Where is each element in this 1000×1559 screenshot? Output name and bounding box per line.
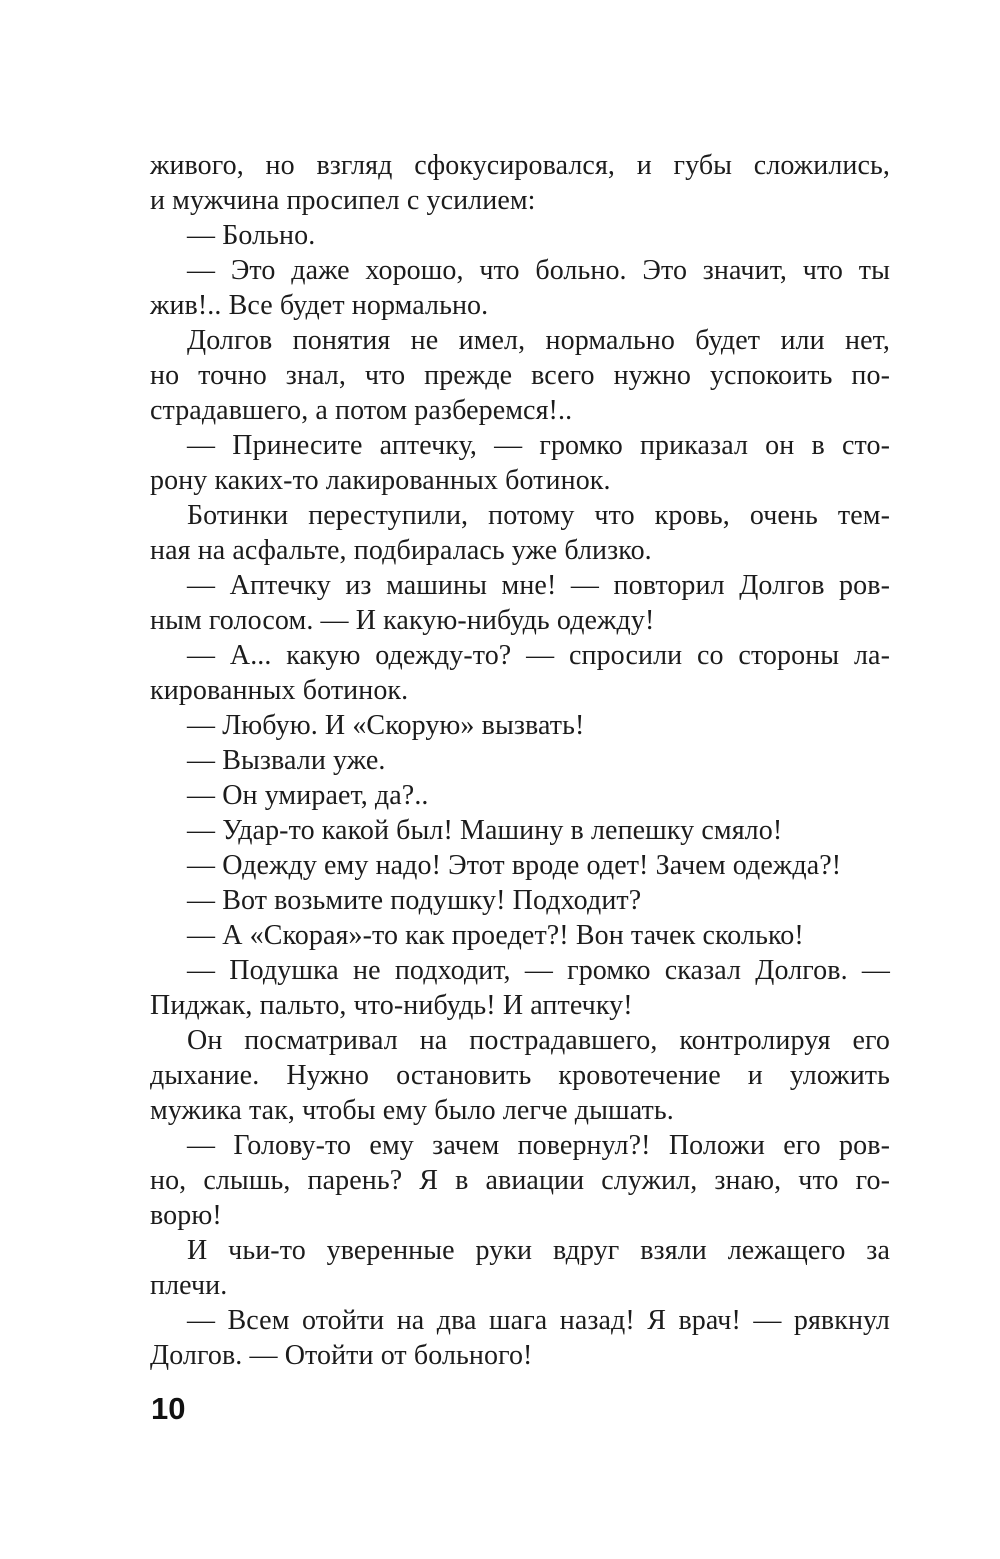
text-line: — Вот возьмите подушку! Подходит? [187, 885, 642, 916]
text-line: И чьи-то уверенные руки вдруг взяли лежащего за [187, 1235, 890, 1266]
text-line: и мужчина просипел с усилием: [150, 185, 536, 216]
text-line: — Аптечку из машины мне! — повторил Долгов ров- [187, 570, 890, 601]
text-line: живого, но взгляд сфокусировался, и губы сложились, [150, 150, 890, 181]
text-line: — Это даже хорошо, что больно. Это значит, что ты [187, 255, 890, 286]
text-line: Ботинки переступили, потому что кровь, очень тем- [187, 500, 890, 531]
text-line: ворю! [150, 1200, 222, 1231]
text-line: рону каких-то лакированных ботинок. [150, 465, 611, 496]
text-line: — Принесите аптечку, — громко приказал он в сто- [187, 430, 890, 461]
text-line: — А... какую одежду-то? — спросили со стороны ла- [187, 640, 890, 671]
text-line: ным голосом. — И какую-нибудь одежду! [150, 605, 655, 636]
text-line: — А «Скорая»-то как проедет?! Вон тачек сколько! [187, 920, 804, 951]
page-number: 10 [151, 1391, 186, 1426]
text-line: Он посматривал на пострадавшего, контролируя его [187, 1025, 890, 1056]
text-line: но точно знал, что прежде всего нужно успокоить по- [150, 360, 890, 391]
text-line: — Удар-то какой был! Машину в лепешку смяло! [187, 815, 783, 846]
text-line: мужика так, чтобы ему было легче дышать. [150, 1095, 674, 1126]
page-text-block [150, 148, 890, 1373]
text-line: кированных ботинок. [150, 675, 409, 706]
text-line: — Всем отойти на два шага назад! Я врач! — рявкнул [187, 1305, 890, 1336]
text-line: Долгов понятия не имел, нормально будет или нет, [187, 325, 890, 356]
text-line: страдавшего, а потом разберемся!.. [150, 395, 573, 426]
text-line: — Подушка не подходит, — громко сказал Долгов. — [187, 955, 890, 986]
text-line: Долгов. — Отойти от больного! [150, 1340, 533, 1371]
text-line: — Любую. И «Скорую» вызвать! [187, 710, 585, 741]
text-line: — Голову-то ему зачем повернул?! Положи его ров- [187, 1130, 890, 1161]
text-line: Пиджак, пальто, что-нибудь! И аптечку! [150, 990, 633, 1021]
text-line: дыхание. Нужно остановить кровотечение и уложить [150, 1060, 890, 1091]
text-line: жив!.. Все будет нормально. [150, 290, 489, 321]
text-line: — Больно. [187, 220, 316, 251]
text-line: ная на асфальте, подбиралась уже близко. [150, 535, 652, 566]
text-line: — Одежду ему надо! Этот вроде одет! Зачем одежда?! [187, 850, 842, 881]
text-line: плечи. [150, 1270, 228, 1301]
text-line: — Он умирает, да?.. [187, 780, 429, 811]
text-line: — Вызвали уже. [187, 745, 386, 776]
text-line: но, слышь, парень? Я в авиации служил, знаю, что го- [150, 1165, 890, 1196]
